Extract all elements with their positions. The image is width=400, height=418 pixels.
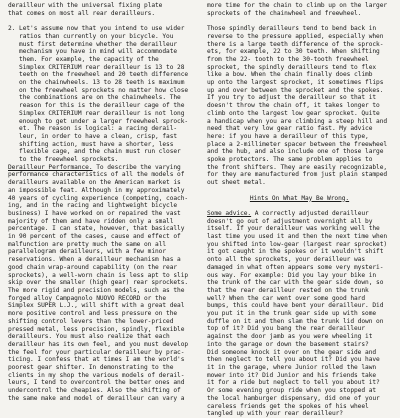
left-text-line: an impossible feat. Although in my approximately — [8, 186, 185, 194]
right-text-line: for they are manufactured from just plain stamped — [207, 171, 388, 179]
left-text-line: 2. Let's assume now that you intend to use wider — [8, 25, 185, 33]
right-text-line: and the hub, and also include one of those large — [207, 148, 384, 156]
left-text-line: shifting control levers than the lower-priced — [8, 317, 174, 325]
right-text-line: up onto the largest sprocket, it sometimes flips — [207, 79, 384, 87]
left-text-line: leurs, I tend to overcontrol the better ones and — [8, 379, 185, 387]
left-text-line: ratios than currently on your bicycle. You — [8, 32, 174, 40]
left-text-line: them. For example, the capacity of the — [8, 55, 159, 63]
right-column — [207, 2, 392, 418]
left-text-line: undercontrol the cheapies. Also the shifting of — [8, 387, 181, 395]
right-text-line: the trunk of the car with the gear side down, so — [207, 279, 384, 287]
right-text-line: out sheet metal. — [207, 179, 266, 187]
left-text-line: reason for this is the derailleur cage of the — [8, 102, 185, 110]
right-text-line: up and over between the sprocket and the spokes. — [207, 86, 384, 94]
right-text-line: Or some evening group ride when you stopped at — [207, 387, 377, 395]
left-text-line: the same make and model of derailleur can vary a — [8, 394, 185, 402]
left-text-line: that comes on most all rear derailleurs. — [8, 9, 156, 17]
right-text-line: climb onto the largest low gear sprocket. Quite — [207, 109, 380, 117]
right-text-line: sprocket, the spindly derailleurs tend to flex — [207, 63, 377, 71]
left-text-line: percentage. I can state, however, that basically — [8, 225, 185, 233]
right-text-line: Did someone knock it over on the gear side and — [207, 348, 377, 356]
right-text-line: it in the garage, where Junior rolled the lawn — [207, 364, 377, 371]
right-text-line: you put it in the trunk gear side up with some — [207, 310, 377, 318]
right-text-line: need that very low gear ratio fast. My advice — [207, 125, 373, 133]
left-text-line: pressed metal, less precision, spindly, flexible — [8, 325, 185, 333]
right-text-line: reverse to the pressure applied, especially when — [207, 32, 384, 40]
left-text-line: mechanism you have in mind will accommodate — [8, 48, 178, 56]
section-heading-hints: Hints On What May Be Wrong. — [249, 194, 350, 202]
right-text-line: damaged in what often appears some very mysteri- — [207, 263, 384, 271]
left-text-line: performance characteristics of all the models of — [8, 171, 185, 179]
right-text-line: a handicap when you are climbing a steep hill and — [207, 117, 388, 125]
right-text-line: duffle on it and then slam the trunk lid down on — [207, 317, 384, 325]
right-text-line: there is a large teeth difference of the sprock- — [207, 40, 384, 48]
left-text-line: the feel for your particular derailleur by prac- — [8, 348, 185, 356]
right-text-line: the local hamburger dispensary, did one of your — [207, 394, 380, 402]
right-text-line: bumps, this could have bent your derailleur. Did — [207, 302, 384, 310]
right-text-line: tangled up with your rear derailleur? — [207, 410, 343, 418]
right-text-line: from the 22- tooth to the 30-tooth freewheel — [207, 55, 369, 63]
left-text-line: on the freewheel sprockets no matter how close — [8, 86, 189, 94]
left-text-line: malfunction are pretty much the same on all — [8, 240, 167, 248]
left-text-line: parallelogram derailleurs, with a few minor — [8, 248, 167, 256]
right-text-line — [207, 17, 392, 25]
left-text-line — [8, 17, 193, 25]
left-text-line: Simplex CRITERIUM rear derailleur is 13 to 28 — [8, 63, 185, 71]
left-text-line: on the chainwheels. 13 to 28 teeth is maximum — [8, 79, 185, 87]
left-text-line: to the freewheel sprockets. — [8, 156, 119, 164]
right-text-line: the front shifters. They are easily recognizable, — [207, 163, 388, 171]
left-text-line: sprockets), a well-worn chain is less apt to slip — [8, 271, 189, 279]
right-text-line: onto all the sprockets, your derailleur was — [207, 256, 366, 264]
left-text-line: derailleur has its own feel, and you must develop — [8, 340, 189, 348]
right-text-line: more time for the chain to climb up on the larger — [207, 2, 388, 9]
left-text-line: forged alloy Campagnolo NUOVO RECORD or the — [8, 294, 167, 302]
right-text-line: last time you used it and then the next time when — [207, 233, 388, 241]
section-heading-line — [8, 164, 193, 172]
right-text-line: it got caught in the spokes or it wouldn't shift — [207, 248, 384, 256]
left-column — [8, 2, 193, 400]
right-text-line: ous way. For example: Did you lay your bike in — [207, 271, 377, 279]
left-text-line: poorest gear shifter. In demonstrating to the — [8, 364, 174, 372]
advice-line — [207, 210, 392, 218]
right-text-line: that the rear derailleur rested on the trunk — [207, 286, 369, 294]
left-text-line: 40 years of cycling experience (competing, coach- — [8, 194, 189, 202]
left-text-line: the combinations are on the chainwheels. The — [8, 94, 181, 102]
right-text-line: sprockets of the chainwheel and freewheel. — [207, 9, 362, 17]
left-text-line: good chain wrap-around capability (on the rear — [8, 263, 178, 271]
right-text-line: ets, for example, 22 to 30 teeth. When shifting — [207, 48, 380, 56]
right-text-line: Those spindly derailleurs tend to bend back in — [207, 25, 377, 33]
right-text-line: doesn't throw the chain off, it takes longer to — [207, 102, 380, 110]
left-text-line: shifting action, must have a shorter, less — [8, 140, 174, 148]
left-text-line: more positive control and less pressure on the — [8, 310, 178, 318]
left-text-line: must first determine whether the derailleur — [8, 40, 178, 48]
right-text-line: itself. If your derailleur was working well the — [207, 225, 380, 233]
right-text-line: it for a ride but neglect to tell you about it? — [207, 379, 380, 387]
right-text-line: well? When the car went over some good hard — [207, 294, 366, 302]
left-text-line: derailleurs. You must also realize that each — [8, 333, 170, 341]
left-text-line: business) I have worked on or repaired the vast — [8, 209, 181, 217]
left-text-line: ing, and in the racing and lightweight bicycle — [8, 202, 178, 210]
left-text-line: skip over the smaller (high gear) rear sprockets. — [8, 279, 189, 287]
right-text-line: like a bow. When the chain finally does climb — [207, 71, 373, 79]
right-text-line: doesn't go out of adjustment overnight all by — [207, 217, 373, 225]
advice-text: A correctly adjusted derailleur — [251, 209, 369, 217]
right-text-line: into the garage or down the basement stairs? — [207, 340, 369, 348]
right-text-line: careless friends get the spokes of his wheel — [207, 402, 369, 410]
left-text-line: clients in my shop the various models of derail- — [8, 371, 185, 379]
left-text-line: derailleur with the universal fixing plate — [8, 2, 163, 9]
left-text-line: majority of them and have ridden only a small — [8, 217, 174, 225]
left-text-line: flexible cage, and the chain must run closer — [8, 148, 181, 156]
left-text-line: ticing. I confess that at times I am the world's — [8, 356, 185, 364]
right-text-line: you shifted into low-gear (largest rear sprocket) — [207, 240, 388, 248]
left-text-line: derailleurs available on the American market is — [8, 179, 181, 187]
right-text-line: place a 2-millimeter spacer between the freewheel — [207, 140, 388, 148]
right-text-line: If you try to adjust the derailleur so that it — [207, 94, 377, 102]
left-text-line: enough to get under a larger freewheel sprock- — [8, 117, 189, 125]
right-text-line: spoke protectors. The same problem applies to — [207, 156, 373, 164]
section-heading-continuation: To describe the varying — [92, 163, 181, 171]
spacer — [207, 202, 392, 210]
left-text-line: Simplex CRITERIUM rear derailleur is not long — [8, 109, 185, 117]
spacer — [207, 187, 392, 195]
left-text-line: The more rigid and precision models, such as the — [8, 287, 185, 294]
left-text-line: Simplex SUPER L.J., will shift with a great deal — [8, 302, 185, 310]
right-text-line: here: if you have a derailleur of this type, — [207, 132, 369, 140]
right-text-line: top of it? Did you bang the rear derailleur — [207, 325, 366, 333]
left-text-line: reservations. When a derailleur mechanism has a — [8, 256, 181, 264]
left-text-line: leur, in order to have a clean, crisp, fast — [8, 132, 178, 140]
left-text-line: in 90 percent of the cases, cause and effect of — [8, 233, 181, 241]
left-text-line: teeth on the freewheel and 20 teeth difference — [8, 71, 189, 79]
right-text-line: mower into it? Did Junior and his friends take — [207, 371, 377, 379]
right-text-line: then neglect to tell you about it? Did you have — [207, 356, 380, 364]
right-text-line: against the door jamb as you were wheeling it — [207, 333, 373, 341]
left-text-line: et. The reason is logical: a racing derail- — [8, 125, 178, 133]
advice-label: Some advice. — [207, 209, 252, 217]
section-heading-derailleur-performance: Derailleur Performance. — [8, 163, 93, 171]
